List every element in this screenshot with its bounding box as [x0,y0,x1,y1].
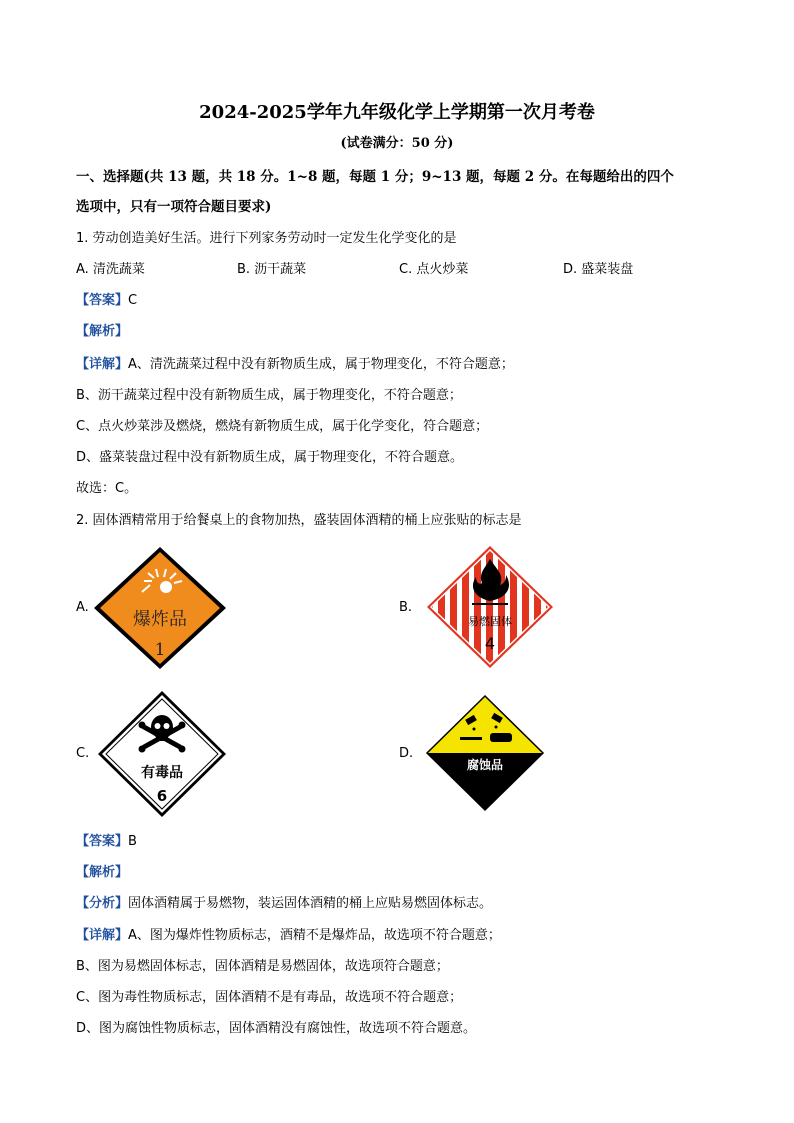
q1-detail-line-4: D、盛菜装盘过程中没有新物质生成，属于物理变化，不符合题意。 [76,450,464,465]
q2-stem: 2. 固体酒精常用于给餐桌上的食物加热，盛装固体酒精的桶上应张贴的标志是 [76,513,522,528]
explosive-sign-number: 1 [154,640,166,660]
explosive-sign [92,545,228,671]
q2-answer-line [76,832,137,852]
q2-detail-line-2: B、图为易燃固体标志，固体酒精是易燃固体，故选项符合题意； [76,959,449,974]
q1-answer-line [76,291,137,311]
q1-option-b: B. 沥干蔬菜 [237,262,307,277]
q1-detail-line-3: C、点火炒菜涉及燃烧，燃烧有新物质生成，属于化学变化，符合题意； [76,419,489,434]
q1-stem: 1. 劳动创造美好生活。进行下列家务劳动时一定发生化学变化的是 [76,231,457,246]
q1-analysis-tag: 【解析】 [76,324,129,339]
q2-option-d-letter: D. [399,746,414,761]
section-heading-line1: 一、选择题(共 13 题，共 18 分。1~8 题，每题 1 分；9~13 题，每题 2 分。在每题给出的四个 [76,169,674,185]
q2-option-a-letter: A. [76,600,89,615]
q1-detail-tag: 【详解】 [76,357,129,372]
q2-analysis-tag: 【解析】 [76,865,129,880]
q2-answer: B [128,834,137,849]
q1-detail-line-1: 【详解】A、清洗蔬菜过程中没有新物质生成，属于物理变化，不符合题意； [76,357,514,372]
q2-analysis-line: 【分析】固体酒精属于易燃物，装运固体酒精的桶上应贴易燃固体标志。 [76,896,493,911]
section-heading-line2: 选项中，只有一项符合题目要求) [76,199,272,215]
toxic-sign-label: 有毒品 [141,765,183,781]
page-subtitle: (试卷满分：50 分) [340,136,454,151]
flammable-solid-label: 易燃固体 [468,615,512,628]
q1-conclusion: 故选：C。 [76,481,138,496]
page-title: 2024-2025学年九年级化学上学期第一次月考卷 [199,102,595,123]
q1-option-d: D. 盛菜装盘 [563,262,634,277]
q2-detail-line-4: D、图为腐蚀性物质标志，固体酒精没有腐蚀性，故选项不符合题意。 [76,1021,477,1036]
q1-option-c: C. 点火炒菜 [399,262,469,277]
q1-answer: C [128,293,138,308]
q2-answer-tag: 【答案】 [76,834,129,849]
corrosive-sign [424,693,546,813]
q1-answer-tag: 【答案】 [76,293,129,308]
corrosive-sign-label: 腐蚀品 [466,758,504,772]
q2-detail-line-1: 【详解】A、图为爆炸性物质标志，酒精不是爆炸品，故选项不符合题意； [76,928,501,943]
q2-detail-line-3: C、图为毒性物质标志，固体酒精不是有毒品，故选项不符合题意； [76,990,463,1005]
q2-detail-tag: 【详解】 [76,928,129,943]
toxic-sign [96,689,228,819]
flammable-solid-sign [426,545,554,669]
q2-option-b-letter: B. [399,600,413,615]
q1-detail-line-2: B、沥干蔬菜过程中没有新物质生成，属于物理变化，不符合题意； [76,388,462,403]
q1-option-a: A. 清洗蔬菜 [76,262,145,277]
toxic-sign-number: 6 [156,787,168,805]
explosive-sign-label: 爆炸品 [133,609,187,630]
flammable-solid-number: 4 [484,634,496,653]
q2-option-c-letter: C. [76,746,90,761]
